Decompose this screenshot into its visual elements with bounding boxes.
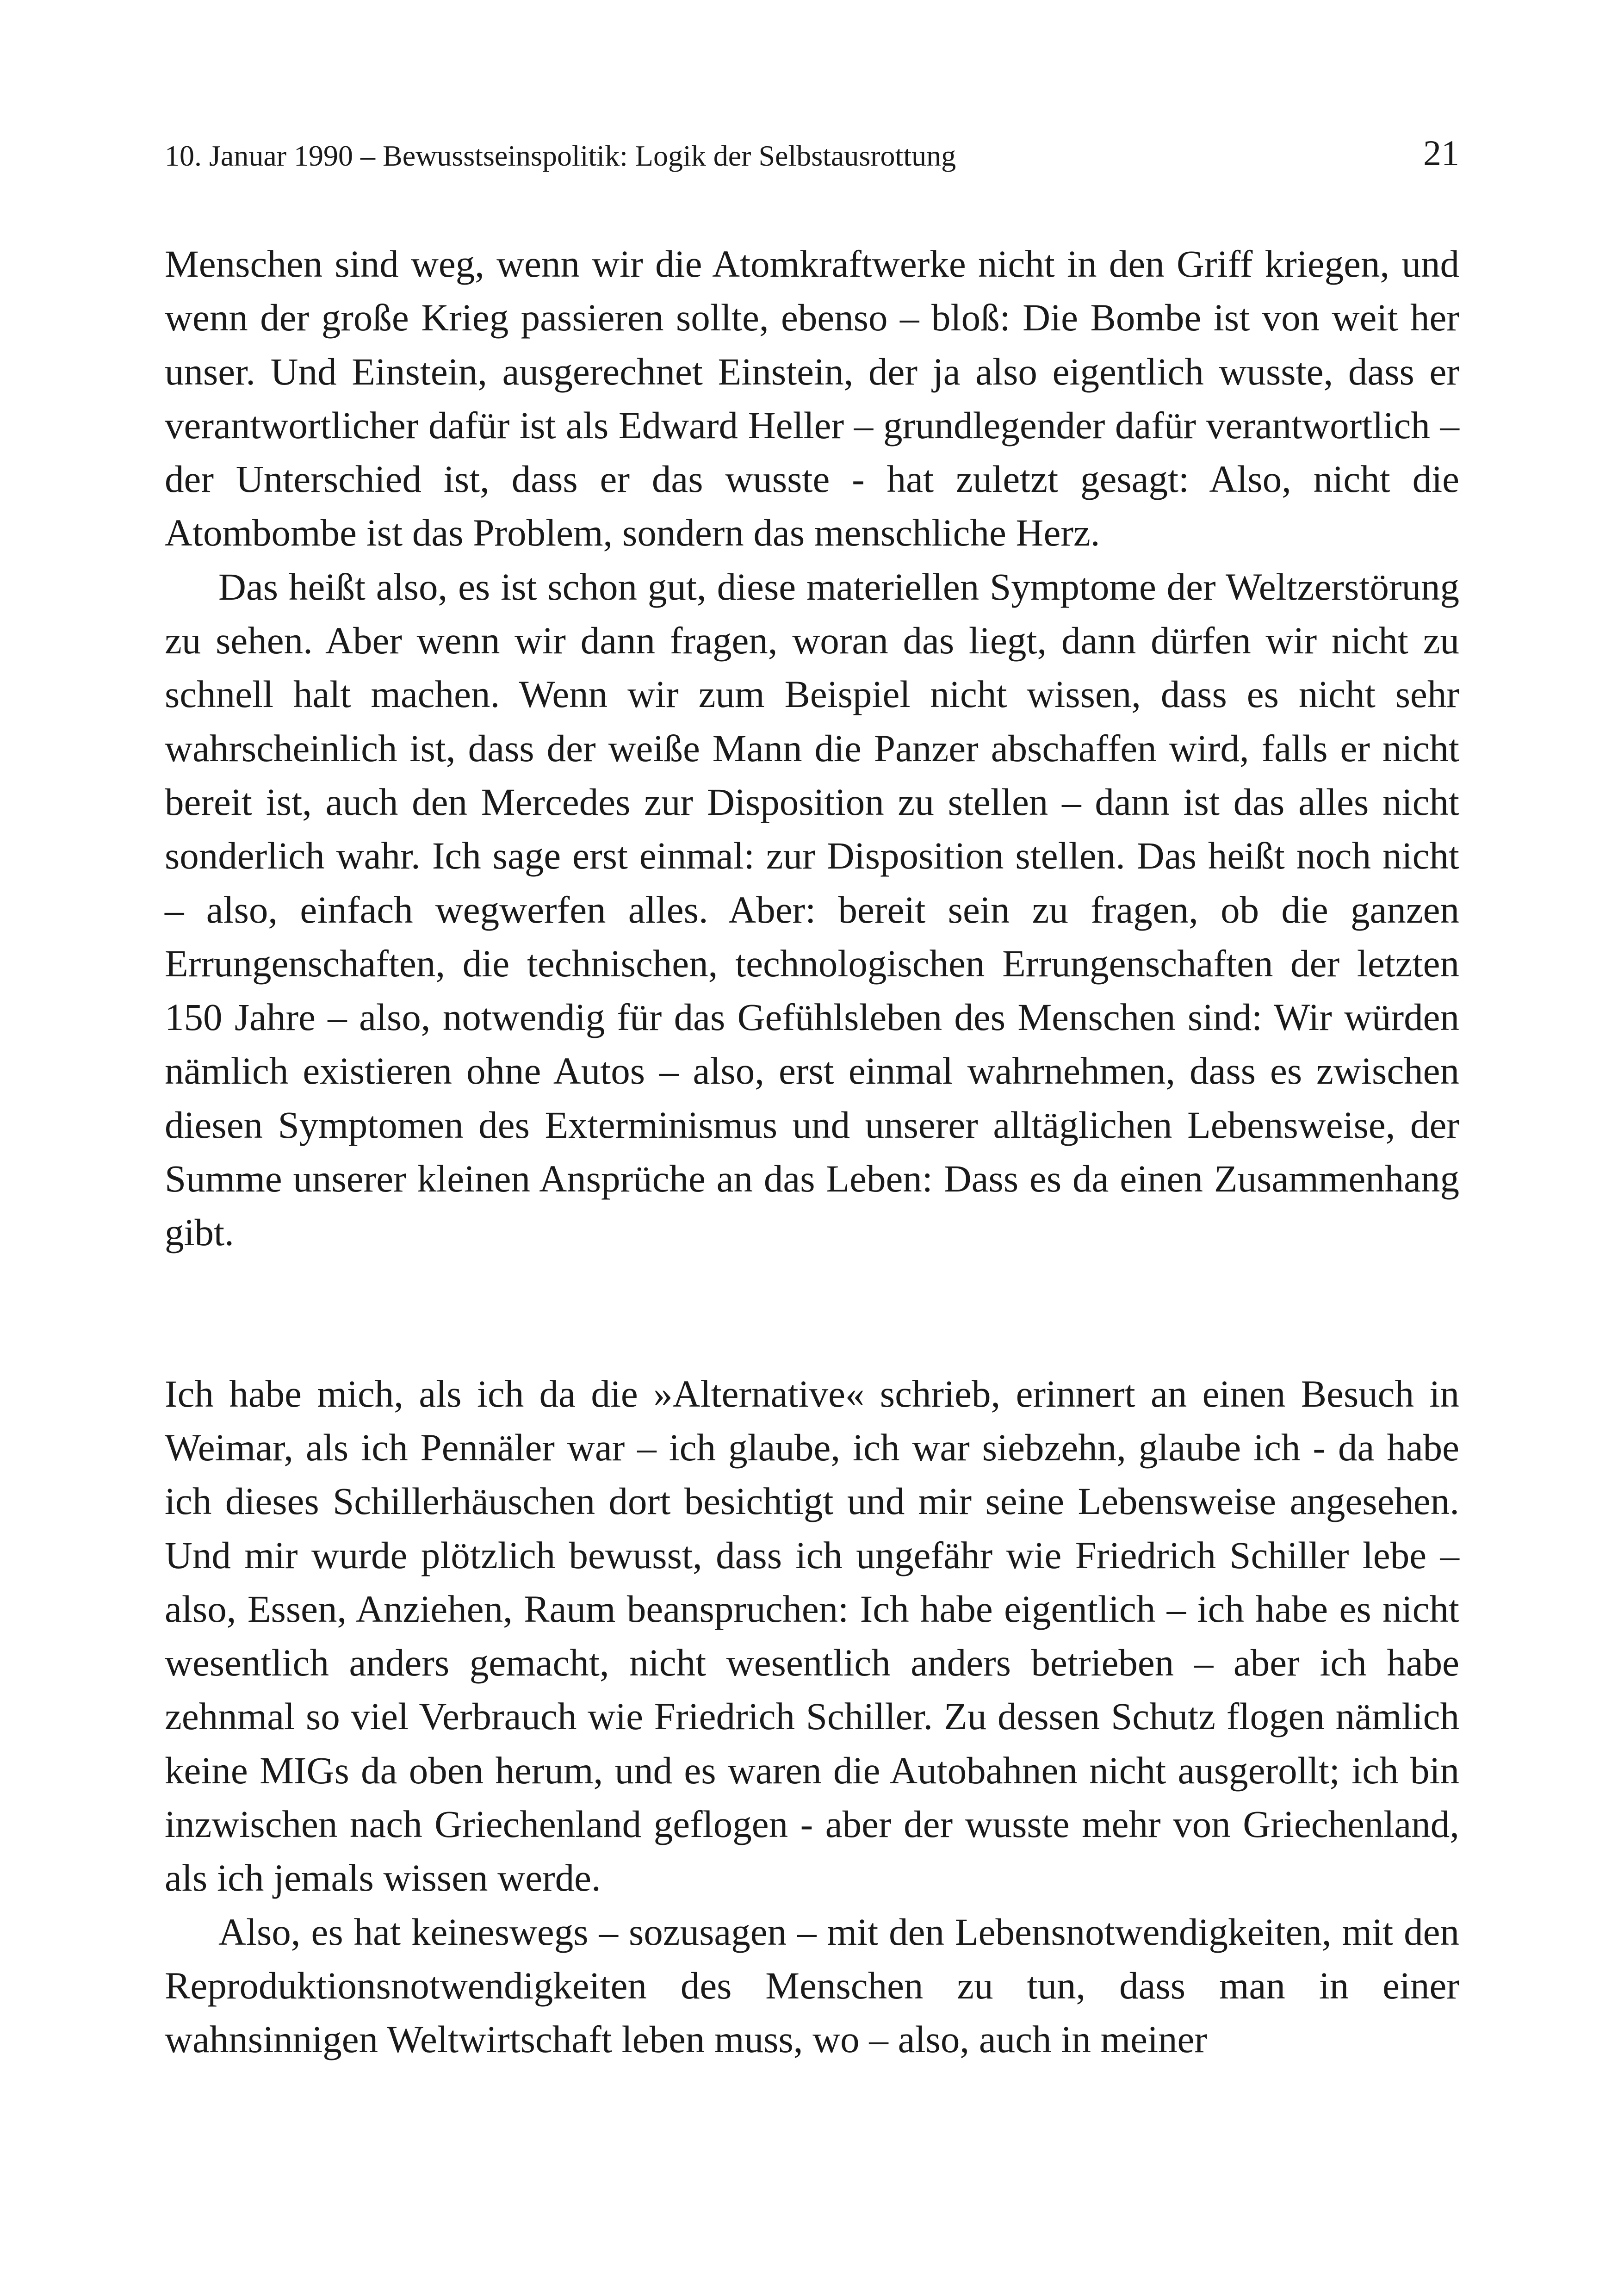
page-number: 21 <box>1423 133 1459 173</box>
paragraph-3: Ich habe mich, als ich da die »Alternative« schrieb, erinnert an einen Besuch in Weimar, als ich Pennäler war – ich glaube, ich war siebzehn, glaube ich - da habe ich dieses Schillerhäuschen dort besichtigt und mir seine Lebensweise angesehen. Und mir wurde plötzlich bewusst, dass ich ungefähr wie Friedrich Schiller lebe – also, Essen, Anziehen, Raum beanspruchen: Ich habe eigentlich – ich habe es nicht wesentlich anders gemacht, nicht wesentlich anders betrieben – aber ich habe zehnmal so viel Verbrauch wie Friedrich Schiller. Zu dessen Schutz flogen nämlich keine MIGs da oben herum, und es waren die Autobahnen nicht ausgerollt; ich bin inzwischen nach Griechenland geflogen - aber der wusste mehr von Griechenland, als ich jemals wissen werde. <box>165 1372 1459 1899</box>
section-break <box>165 1260 1459 1367</box>
paragraph-1: Menschen sind weg, wenn wir die Atomkraftwerke nicht in den Griff kriegen, und wenn der große Krieg passieren sollte, ebenso – bloß: Die Bombe ist von weit her unser. Und Einstein, ausgerechnet Einstein, der ja also eigentlich wusste, dass er verantwortlicher dafür ist als Edward Heller – grundlegender dafür verantwortlich – der Unterschied ist, dass er das wusste - hat zuletzt gesagt: Also, nicht die Atombombe ist das Problem, sondern das menschliche Herz. <box>165 242 1459 554</box>
paragraph-2: Das heißt also, es ist schon gut, diese materiellen Symptome der Weltzerstörung zu sehen. Aber wenn wir dann fragen, woran das liegt, dann dürfen wir nicht zu schnell halt machen. Wenn wir zum Beispiel nicht wissen, dass es nicht sehr wahrscheinlich ist, dass der weiße Mann die Panzer abschaffen wird, falls er nicht bereit ist, auch den Mercedes zur Disposition zu stellen – dann ist das alles nicht sonderlich wahr. Ich sage erst einmal: zur Disposition stellen. Das heißt noch nicht – also, einfach wegwerfen alles. Aber: bereit sein zu fragen, ob die ganzen Errungenschaften, die technischen, technologischen Errungenschaften der letzten 150 Jahre – also, notwendig für das Gefühlsleben des Menschen sind: Wir würden nämlich existieren ohne Autos – also, erst einmal wahrnehmen, dass es zwischen diesen Symptomen des Exterminismus und unserer alltäglichen Lebensweise, der Summe unserer kleinen Ansprüche an das Leben: Dass es da einen Zusammenhang gibt. <box>165 565 1459 1254</box>
running-header-title: 10. Januar 1990 – Bewusstseinspolitik: Logik der Selbstausrottung <box>165 139 956 172</box>
paragraph-4: Also, es hat keineswegs – sozusagen – mit den Lebensnotwendigkeiten, mit den Reproduktionsnotwendigkeiten des Menschen zu tun, dass man in einer wahnsinnigen Weltwirtschaft leben muss, wo – also, auch in meiner <box>165 1910 1459 2061</box>
running-header <box>165 135 1459 177</box>
body-text <box>165 237 1459 2066</box>
